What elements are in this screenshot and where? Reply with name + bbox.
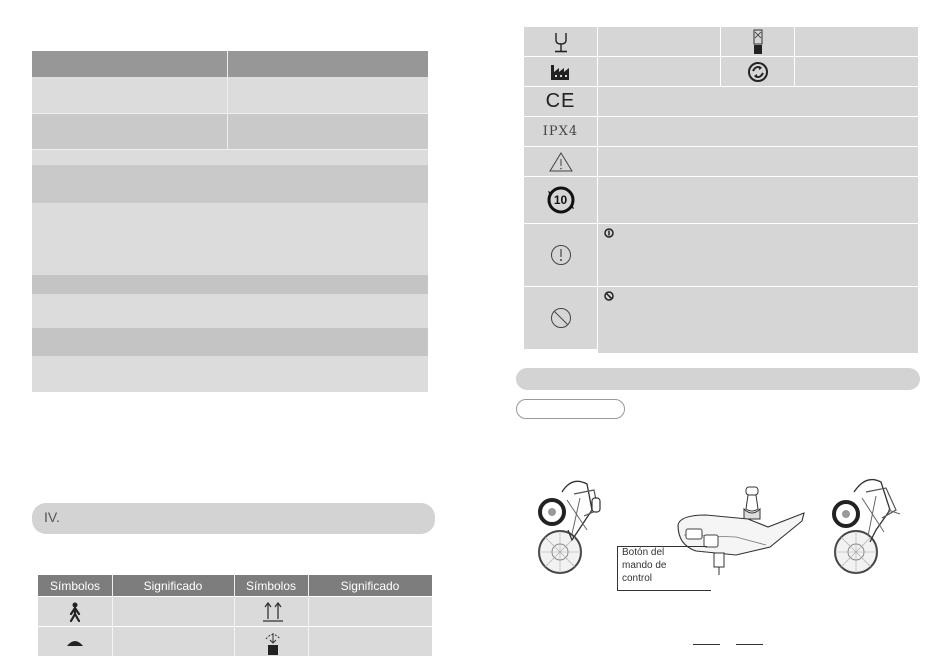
spec-col-divider <box>227 51 228 149</box>
symbols-row-1 <box>38 597 432 626</box>
callout-line-horizontal <box>617 590 711 591</box>
spec-row-8 <box>32 294 428 328</box>
header-simbolos-1: Símbolos <box>49 578 101 593</box>
umbrella-icon <box>66 635 84 653</box>
prohibited-icon <box>550 307 572 329</box>
section-bar-iv <box>32 503 435 534</box>
spec-table <box>32 51 428 392</box>
spec-row-6 <box>32 203 428 275</box>
small-prohibited-icon <box>604 291 614 301</box>
header-simbolos-2: Símbolos <box>245 578 297 593</box>
folded-wheelchair-left <box>532 470 610 583</box>
recycle-cell <box>721 57 794 86</box>
fragile-glass-icon <box>552 31 570 53</box>
prohibited-cell <box>524 287 597 349</box>
spec-row-7 <box>32 275 428 294</box>
spec-row-4 <box>32 149 428 165</box>
control-button-label: Botón del mando de control <box>622 547 667 584</box>
spec-row-10 <box>32 356 428 392</box>
section-number: IV. <box>44 509 60 525</box>
spec-row-1 <box>32 51 428 77</box>
spec-row-2 <box>32 77 428 113</box>
callout-line-vertical <box>617 546 618 590</box>
ten-year-cell <box>524 177 597 223</box>
symbol-meaning-table <box>524 27 918 353</box>
spec-row-9 <box>32 328 428 356</box>
ten-year-epup-icon: 10 <box>547 186 575 214</box>
mandatory-cell <box>524 224 597 286</box>
factory-cell <box>524 57 597 86</box>
symbols-table <box>38 575 432 656</box>
stacking-limit-icon <box>263 630 283 661</box>
factory-icon <box>550 63 572 81</box>
footer-line-1 <box>693 644 720 645</box>
temperature-cell <box>721 27 794 56</box>
spec-row-3 <box>32 113 428 149</box>
header-significado-1: Significado <box>143 578 203 593</box>
mandatory-action-icon <box>550 244 572 266</box>
spec-row-5 <box>32 165 428 203</box>
warning-cell <box>524 147 597 176</box>
person-walking-icon <box>67 602 83 627</box>
ce-cell <box>524 87 597 116</box>
ipx4-icon: IPX4 <box>542 124 579 139</box>
small-mandatory-icon <box>604 228 614 238</box>
temperature-limit-icon <box>751 29 765 55</box>
subsection-pill <box>516 399 625 419</box>
symbols-row-2 <box>38 627 432 656</box>
recycle-icon <box>747 61 769 83</box>
warning-triangle-icon <box>549 152 573 172</box>
header-significado-2: Significado <box>340 578 400 593</box>
fragile-glass-cell <box>524 27 597 56</box>
ipx4-cell <box>524 117 597 146</box>
joystick-controller <box>676 485 806 580</box>
footer-line-2 <box>736 644 763 645</box>
this-side-up-icon <box>262 600 284 627</box>
folded-wheelchair-right <box>826 470 904 583</box>
ce-mark-icon: CE <box>545 90 576 112</box>
section-bar-right <box>516 368 920 390</box>
